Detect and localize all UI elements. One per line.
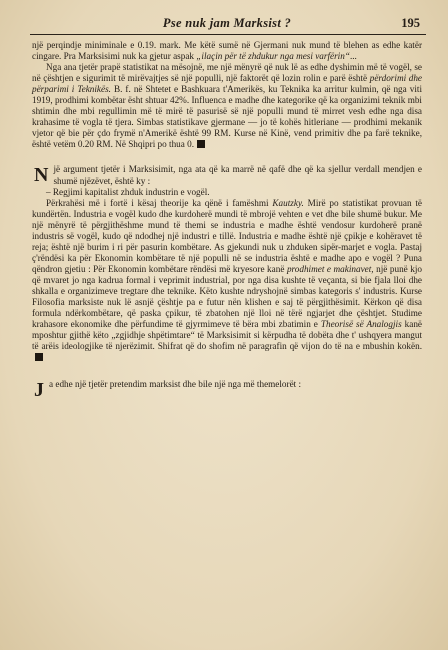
emphasis-text: Kautzky. (272, 197, 304, 208)
paragraph (32, 40, 422, 62)
paragraph (32, 164, 422, 186)
paragraph (32, 62, 422, 150)
emphasis-text: Theorisë së Analogjis (320, 319, 402, 330)
paragraph-text: kanë mposhtur gjithë këto „zgjidhje shpëtimtare“ të Marksisimit si kërpudha të dobëta dhe t' ushqyera mangut të arëis ideologjike të njerëzimit. Shifrat që do shofim në paragrafin që vijon do të na e mbushin kokën. (32, 319, 422, 352)
paragraph (32, 198, 422, 364)
paragraph-text: a edhe një tjetër pretendim marksist dhe bile një nga më themelorët : (49, 379, 302, 390)
drop-cap: J (34, 379, 44, 402)
paragraph-text: një punë kjo që mvaret jo nga kadrua formal i veprimit industrial, por nga disa kushte të veçanta, si bie fjala lloi dhe shkalla e organizimeve tregtare dhe teknike. Këto kushte ndryshojnë simbas kategoris s' industris. Kurse Filosofia marksiste nuk lë asnjë çështje pa e futur nën klishen e saj të përgjithësimit. Kërkon që disa formula ndërkombëtare, që paska çpikur, të zbatohen një lloi në tërë ngjarjet dhe çështjet. Studime krahasore ekonomike dhe përfundime të gjyrmimeve të bëra mbi zbatimin e (32, 263, 423, 330)
paragraph-text: Mirë po statistikat provuan të kundërtën. Industria e vogël kudo dhe kurdoherë mundi të mbrojë vehten e vet dhe bile shumë bukur. Me një mënyrë të përgjithëshme mund të themi se industria e madhe është vendosur kurdoherë pranë industris së vogël, kudo që ndodhej një industri e tillë. Industria e madhe është një çpikje e kohëravet të reja; është një burim i ri për pasurin kombëtare. As gjekundi nuk u zhduken sipër-marjet e vogla. Pastaj ç'rëndësi ka për Ekonomin kombëtare të një populli në se industria është e madhe apo e vogël ? Puna qëndron gjetiu : Për Ekonomin kombëtare rëndësi më kryesore kanë (32, 197, 423, 274)
paragraph-text: Nga ana tjetër prapë statistikat na mësojnë, me një mënyrë që nuk lë as edhe dyshimin më të vogël, se në çështjen e sigurimit të mirëvajtjes së një populli, një faktorët që lozin rolin e parë është (32, 62, 422, 84)
section-end-mark (35, 353, 43, 361)
paragraph-text: jë argument tjetër i Marksisimit, nga ata që ka marrë në qafë dhe që ka sjellur verdall mendjen e shumë njëzëvet, është ky : (53, 164, 422, 186)
paragraph-text: ... (349, 51, 357, 62)
running-title: Pse nuk jam Marksist ? (162, 16, 292, 30)
emphasis-text: prodhimet e makinavet, (286, 263, 374, 274)
quoted-thesis: – Regjimi kapitalist zhduk industrin e vogël. (46, 186, 210, 197)
drop-cap: N (34, 164, 49, 187)
emphasis-text: përdorimi dhe përparimi i Teknikës. (32, 73, 422, 95)
paragraph-text: një perqindje miniminale e 0.19. mark. Me këtë sumë në Gjermani nuk mund të blehen as edhe katër cingare. Pra Marksisimi nuk ka gjetur aspak (32, 40, 422, 62)
section-small-industry (32, 164, 422, 363)
page-header (28, 14, 426, 34)
page-body (32, 40, 423, 402)
section-statistics (32, 40, 422, 150)
paragraph-text: Përkrahësi më i fortë i kësaj theorije ka qënë i famëshmi (46, 197, 269, 208)
section-end-mark (197, 140, 205, 148)
paragraph (32, 379, 422, 402)
header-rule (30, 34, 426, 35)
page-number: 195 (401, 16, 420, 30)
emphasis-text: „ilaçin për të zhdukur nga mesi varfërin“ (196, 51, 350, 62)
section-next-claim (32, 379, 422, 402)
paragraph-text: B. f. në Shtetet e Bashkuara t'Amerikës, ku Teknika ka arritur kulmin, që nga viti 1919, prodhimi kombëtar ësht shtuar 42%. Influenca e madhe dhe kategorike që ka organizimi teknik mbi shtimin dhe mbi regullimin më të mirë të pasurisë së një populli mund të mirret vesh edhe nga disa krahasime të vogla të tjera. Simbas statistikave gjermane — jo të kohës hitleriane — prodhimi mekanik vjetor që bie për çdo frymë n'Amerikë është 99 RM. Kurse në Kinë, vend primitiv dhe pa farë teknike, është vetëm 0.20 RM. Në Shqipri po thua 0. (32, 84, 422, 150)
